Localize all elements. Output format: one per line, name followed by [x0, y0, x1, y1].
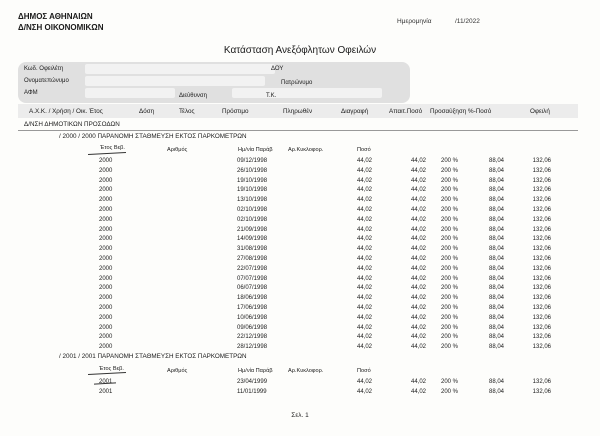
page-number: Σελ. 1 [291, 412, 309, 419]
subcol-amount: Ποσό [357, 147, 371, 153]
subcol-number: Αριθμός [167, 147, 188, 153]
cell-surcharge-amount: 88,04 [488, 314, 504, 321]
cell-surcharge-amount: 88,04 [488, 246, 504, 253]
redacted-field [85, 88, 175, 98]
cell-required-amount: 44,02 [410, 158, 426, 164]
cell-year: 2000 [99, 305, 113, 311]
cell-debt: 132,06 [532, 265, 551, 272]
org-department: Δ/ΝΣΗ ΟΙΚΟΝΟΜΙΚΩΝ [18, 23, 104, 32]
cell-debt: 132,06 [532, 197, 551, 204]
cell-amount: 44,02 [356, 158, 372, 164]
date-label: Ημερομηνία [397, 18, 432, 25]
cell-violation-date: 13/10/1998 [237, 197, 268, 204]
cell-surcharge-amount: 88,04 [488, 177, 504, 184]
cell-required-amount: 44,02 [410, 167, 426, 174]
cell-year: 2000 [99, 236, 113, 243]
cell-year: 2000 [99, 344, 113, 351]
cell-year: 2000 [99, 207, 113, 213]
cell-required-amount: 44,02 [410, 236, 426, 243]
cell-surcharge-amount: 88,04 [488, 344, 504, 351]
cell-amount: 44,02 [356, 256, 372, 262]
section-heading: / 2001 / 2001 ΠΑΡΑΝΟΜΗ ΣΤΑΘΜΕΥΣΗ ΕΚΤΟΣ ΠΑΡΚΟΜΕΤΡΩΝ [59, 353, 247, 360]
cell-surcharge-amount: 88,04 [488, 226, 504, 233]
cell-surcharge-amount: 88,04 [488, 216, 504, 223]
cell-year: 2000 [99, 275, 113, 282]
cell-violation-date: 09/12/1998 [237, 158, 268, 164]
cell-violation-date: 23/04/1999 [237, 379, 268, 385]
cell-surcharge-amount: 88,04 [488, 295, 504, 302]
cell-debt: 132,06 [532, 216, 551, 223]
cell-surcharge-percent: 200 % [441, 285, 459, 292]
cell-violation-date: 02/10/1998 [237, 207, 268, 213]
cell-surcharge-percent: 200 % [441, 187, 459, 194]
postal-code-label: Τ.Κ. [266, 93, 277, 99]
cell-required-amount: 44,02 [410, 187, 426, 194]
cell-surcharge-percent: 200 % [441, 197, 459, 204]
cell-year: 2000 [99, 265, 113, 272]
cell-violation-date: 02/10/1998 [237, 216, 268, 223]
revenue-department: Δ/ΝΣΗ ΔΗΜΟΤΙΚΩΝ ΠΡΟΣΟΔΩΝ [24, 121, 120, 128]
cell-surcharge-percent: 200 % [441, 379, 459, 385]
cell-required-amount: 44,02 [410, 388, 426, 395]
cell-required-amount: 44,02 [410, 314, 426, 321]
col-header-fee: Τέλος [179, 108, 195, 115]
cell-amount: 44,02 [356, 216, 372, 223]
handwritten-underline [88, 372, 126, 375]
cell-surcharge-percent: 200 % [441, 305, 459, 311]
subcol-plate: Αρ.Κυκλοφορ. [288, 147, 324, 153]
cell-violation-date: 10/06/1998 [237, 314, 268, 321]
cell-violation-date: 18/06/1998 [237, 295, 268, 302]
cell-debt: 132,06 [532, 379, 551, 385]
cell-debt: 132,06 [532, 256, 551, 262]
cell-amount: 44,02 [356, 379, 372, 385]
cell-amount: 44,02 [356, 324, 372, 331]
col-header-paid: Πληρωθέν [283, 108, 313, 115]
cell-debt: 132,06 [532, 167, 551, 174]
subcol-date: Ημ/νία Παράβ [238, 147, 273, 153]
cell-debt: 132,06 [532, 275, 551, 282]
cell-required-amount: 44,02 [410, 305, 426, 311]
cell-surcharge-percent: 200 % [441, 275, 459, 282]
cell-amount: 44,02 [356, 314, 372, 321]
cell-surcharge-amount: 88,04 [488, 324, 504, 331]
cell-surcharge-percent: 200 % [441, 167, 459, 174]
cell-surcharge-percent: 200 % [441, 207, 459, 213]
col-header-debt: Οφειλή [530, 108, 550, 115]
cell-year: 2000 [99, 167, 113, 174]
subcol-plate: Αρ.Κυκλοφορ. [288, 368, 324, 374]
cell-surcharge-amount: 88,04 [488, 275, 504, 282]
cell-required-amount: 44,02 [410, 177, 426, 184]
cell-surcharge-percent: 200 % [441, 344, 459, 351]
col-header-required: Απαιτ.Ποσό [389, 108, 423, 115]
cell-debt: 132,06 [532, 177, 551, 184]
cell-required-amount: 44,02 [410, 334, 426, 341]
cell-surcharge-percent: 200 % [441, 226, 459, 233]
cell-required-amount: 44,02 [410, 207, 426, 213]
cell-required-amount: 44,02 [410, 285, 426, 292]
address-label: Διεύθυνση [179, 93, 207, 99]
cell-debt: 132,06 [532, 314, 551, 321]
cell-debt: 132,06 [532, 305, 551, 311]
cell-required-amount: 44,02 [410, 275, 426, 282]
cell-violation-date: 07/07/1998 [237, 275, 268, 282]
cell-violation-date: 26/10/1998 [237, 167, 268, 174]
cell-surcharge-percent: 200 % [441, 324, 459, 331]
org-name: ΔΗΜΟΣ ΑΘΗΝΑΙΩΝ [18, 12, 93, 21]
cell-surcharge-percent: 200 % [441, 216, 459, 223]
surname-label: Ονοματεπώνυμο [24, 78, 69, 84]
cell-surcharge-amount: 88,04 [488, 187, 504, 194]
cell-year: 2001 [99, 379, 113, 385]
cell-violation-date: 09/06/1998 [237, 324, 268, 331]
cell-required-amount: 44,02 [410, 226, 426, 233]
cell-surcharge-percent: 200 % [441, 314, 459, 321]
cell-violation-date: 22/07/1998 [237, 265, 268, 272]
subcol-date: Ημ/νία Παράβ [238, 368, 273, 374]
cell-surcharge-amount: 88,04 [488, 334, 504, 341]
subcol-amount: Ποσό [357, 368, 371, 374]
cell-required-amount: 44,02 [410, 265, 426, 272]
cell-debt: 132,06 [532, 324, 551, 331]
cell-debt: 132,06 [532, 295, 551, 302]
cell-surcharge-amount: 88,04 [488, 236, 504, 243]
cell-violation-date: 21/09/1998 [237, 226, 268, 233]
cell-surcharge-percent: 200 % [441, 334, 459, 341]
cell-debt: 132,06 [532, 334, 551, 341]
cell-debt: 132,06 [532, 246, 551, 253]
cell-surcharge-percent: 200 % [441, 265, 459, 272]
cell-required-amount: 44,02 [410, 216, 426, 223]
cell-surcharge-amount: 88,04 [488, 265, 504, 272]
col-header-fine: Πρόστιμο [222, 108, 249, 115]
cell-violation-date: 19/10/1998 [237, 177, 268, 184]
tax-office-label: ΔΟΥ [271, 66, 284, 72]
cell-violation-date: 19/10/1998 [237, 187, 268, 194]
cell-year: 2000 [99, 197, 113, 204]
cell-surcharge-amount: 88,04 [488, 379, 504, 385]
cell-surcharge-percent: 200 % [441, 158, 459, 164]
cell-debt: 132,06 [532, 344, 551, 351]
afm-label: ΑΦΜ [24, 90, 38, 96]
cell-amount: 44,02 [356, 295, 372, 302]
cell-debt: 132,06 [532, 388, 551, 395]
subcol-year: Έτος Βεβ. [99, 366, 124, 372]
cell-violation-date: 11/01/1999 [237, 388, 267, 395]
cell-year: 2000 [99, 285, 113, 292]
cell-debt: 132,06 [532, 207, 551, 213]
cell-amount: 44,02 [356, 197, 372, 204]
cell-amount: 44,02 [356, 246, 372, 253]
patronymic-label: Πατρώνυμο [281, 80, 313, 86]
cell-year: 2000 [99, 324, 113, 331]
cell-year: 2000 [99, 226, 113, 233]
cell-surcharge-percent: 200 % [441, 256, 459, 262]
document-title: Κατάσταση Ανεξόφλητων Οφειλών [223, 45, 377, 56]
cell-violation-date: 27/08/1998 [237, 256, 268, 262]
cell-violation-date: 22/12/1998 [237, 334, 268, 341]
cell-amount: 44,02 [356, 236, 372, 243]
date-value: /11/2022 [455, 18, 480, 25]
cell-surcharge-amount: 88,04 [488, 207, 504, 213]
section-heading: / 2000 / 2000 ΠΑΡΑΝΟΜΗ ΣΤΑΘΜΕΥΣΗ ΕΚΤΟΣ ΠΑΡΚΟΜΕΤΡΩΝ [59, 133, 247, 140]
cell-amount: 44,02 [356, 388, 372, 395]
cell-surcharge-amount: 88,04 [488, 197, 504, 204]
cell-year: 2000 [99, 295, 113, 302]
cell-amount: 44,02 [356, 207, 372, 213]
cell-surcharge-amount: 88,04 [488, 388, 504, 395]
cell-required-amount: 44,02 [410, 379, 426, 385]
cell-violation-date: 17/06/1998 [237, 305, 268, 311]
cell-surcharge-percent: 200 % [441, 236, 459, 243]
redacted-field [85, 64, 275, 74]
cell-year: 2001 [99, 388, 113, 395]
cell-debt: 132,06 [532, 158, 551, 164]
cell-debt: 132,06 [532, 236, 551, 243]
cell-surcharge-percent: 200 % [441, 177, 459, 184]
cell-required-amount: 44,02 [410, 344, 426, 351]
handwritten-underline [88, 152, 126, 155]
cell-amount: 44,02 [356, 344, 372, 351]
cell-violation-date: 28/12/1998 [237, 344, 268, 351]
col-header-installment: Δόση [139, 108, 155, 115]
cell-amount: 44,02 [356, 187, 372, 194]
cell-amount: 44,02 [356, 177, 372, 184]
cell-required-amount: 44,02 [410, 324, 426, 331]
cell-year: 2000 [99, 177, 113, 184]
cell-violation-date: 14/09/1998 [237, 236, 268, 243]
cell-debt: 132,06 [532, 226, 551, 233]
cell-year: 2000 [99, 246, 113, 253]
cell-amount: 44,02 [356, 305, 372, 311]
cell-required-amount: 44,02 [410, 246, 426, 253]
cell-surcharge-percent: 200 % [441, 388, 459, 395]
col-header-writeoff: Διαγραφή [341, 108, 369, 115]
cell-amount: 44,02 [356, 334, 372, 341]
cell-amount: 44,02 [356, 285, 372, 292]
cell-required-amount: 44,02 [410, 295, 426, 302]
cell-violation-date: 06/07/1998 [237, 285, 268, 292]
col-header-year: Α.Χ.Κ. / Χρήση / Οικ. Έτος [29, 108, 103, 115]
redacted-field [232, 88, 382, 98]
cell-required-amount: 44,02 [410, 197, 426, 204]
col-header-surcharge: Προσαύξηση %-Ποσό [430, 108, 492, 115]
cell-required-amount: 44,02 [410, 256, 426, 262]
debtor-code-label: Κωδ. Οφειλέτη [24, 66, 64, 72]
cell-surcharge-percent: 200 % [441, 246, 459, 253]
cell-year: 2000 [99, 256, 113, 262]
cell-surcharge-amount: 88,04 [488, 305, 504, 311]
cell-surcharge-amount: 88,04 [488, 167, 504, 174]
cell-debt: 132,06 [532, 187, 551, 194]
cell-surcharge-amount: 88,04 [488, 285, 504, 292]
cell-amount: 44,02 [356, 226, 372, 233]
divider [18, 130, 578, 131]
cell-year: 2000 [99, 158, 113, 164]
cell-amount: 44,02 [356, 265, 372, 272]
subcol-year: Έτος Βεβ. [100, 145, 125, 151]
cell-violation-date: 31/08/1998 [237, 246, 268, 253]
cell-debt: 132,06 [532, 285, 551, 292]
cell-amount: 44,02 [356, 275, 372, 282]
cell-year: 2000 [99, 334, 113, 341]
cell-year: 2000 [99, 187, 113, 194]
cell-year: 2000 [99, 314, 113, 321]
subcol-number: Αριθμός [167, 368, 188, 374]
redacted-field [85, 76, 265, 86]
cell-surcharge-percent: 200 % [441, 295, 459, 302]
cell-surcharge-amount: 88,04 [488, 158, 504, 164]
cell-year: 2000 [99, 216, 113, 223]
cell-amount: 44,02 [356, 167, 372, 174]
cell-surcharge-amount: 88,04 [488, 256, 504, 262]
